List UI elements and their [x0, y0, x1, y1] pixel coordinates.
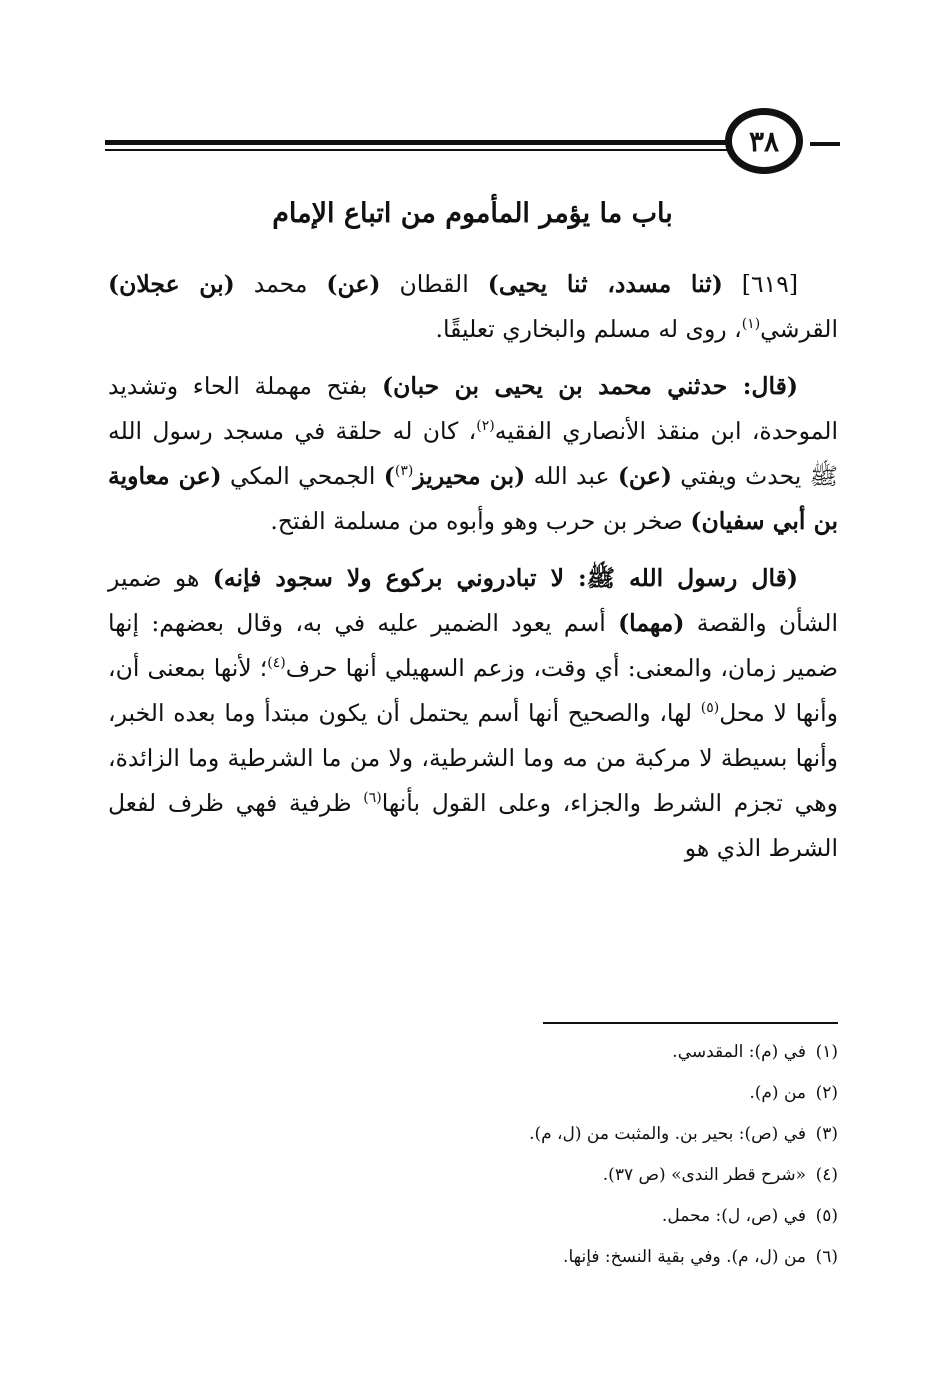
commentary-text: ، كان له حلقة في مسجد رسول الله ﷺ يحدث ويفتي	[108, 417, 839, 490]
commentary-text: القرشي	[760, 315, 838, 343]
footnote-ref: (٦)	[363, 790, 382, 807]
footnote-item	[108, 1196, 838, 1237]
commentary-text: محمد	[234, 270, 327, 298]
matn-text: (عن معاوية بن أبي سفيان)	[108, 462, 838, 535]
matn-text: (بن محيريز	[413, 462, 526, 490]
matn-text: (عن)	[326, 270, 381, 298]
commentary-text: عبد الله	[525, 462, 618, 490]
footnote-text: في (ص): بحير بن. والمثبت من (ل، م).	[529, 1124, 806, 1144]
footnote-number: (٥)	[815, 1206, 838, 1226]
footnote-text: في (م): المقدسي.	[672, 1042, 806, 1062]
footnote-text: من (م).	[749, 1083, 806, 1103]
matn-text: (ثنا مسدد، ثنا يحيى)	[487, 270, 723, 298]
footnote-number: (٢)	[815, 1083, 838, 1103]
footnote-text: من (ل، م). وفي بقية النسخ: فإنها.	[563, 1247, 806, 1267]
footnotes	[108, 1032, 838, 1278]
header-rule-thick	[105, 140, 730, 145]
footnote-ref: (٥)	[700, 700, 720, 717]
footnote-number: (٤)	[815, 1165, 838, 1185]
footnote-item	[108, 1237, 838, 1278]
footnote-number: (١)	[815, 1042, 838, 1062]
matn-text: (قال رسول الله ﷺ: لا تبادروني بركوع ولا سجود فإنه)	[212, 564, 798, 592]
footnote-ref: (١)	[741, 316, 761, 333]
hadith-number: [٦١٩]	[722, 270, 798, 298]
commentary-text: صخر بن حرب وهو وأبوه من مسلمة الفتح.	[270, 507, 691, 535]
commentary-text: هو ضمير الشأن والقصة	[108, 564, 838, 637]
commentary-text: القطان	[380, 270, 488, 298]
footnote-separator	[543, 1022, 838, 1024]
main-text	[108, 262, 838, 883]
paragraph-2	[108, 364, 838, 544]
paragraph-1	[108, 262, 838, 352]
chapter-title: باب ما يؤمر المأموم من اتباع الإمام	[272, 198, 673, 229]
matn-text: (قال: حدثني محمد بن يحيى بن حبان)	[382, 372, 798, 400]
matn-text: (مهما)	[618, 609, 685, 637]
page-header	[105, 102, 840, 192]
footnote-number: (٣)	[815, 1124, 838, 1144]
matn-text: (عن)	[617, 462, 672, 490]
footnote-item	[108, 1155, 838, 1196]
commentary-text: لها، والصحيح أنها أسم يحتمل أن يكون مبتدأ وما بعده الخبر، وأنها بسيطة لا مركبة من مه وما الشرطية، ولا من ما الشرطية وما الزائدة، وهي تجزم الشرط والجزاء، وعلى القول بأنها	[108, 699, 839, 817]
footnote-ref: (٤)	[267, 655, 286, 672]
footnote-ref: (٣)	[394, 463, 414, 480]
footnote-item	[108, 1114, 838, 1155]
header-rule-thin	[105, 149, 730, 151]
footnote-number: (٦)	[815, 1247, 838, 1267]
commentary-text: الجمحي المكي	[221, 462, 384, 490]
matn-text: )	[383, 462, 395, 490]
commentary-text: ظرفية فهي ظرف لفعل الشرط الذي هو	[108, 789, 838, 862]
paragraph-3	[108, 556, 838, 871]
commentary-text: أسم يعود الضمير عليه في به، وقال بعضهم: إنها ضمير زمان، والمعنى: أي وقت، وزعم السهيلي أنها حرف	[108, 609, 838, 682]
commentary-text: بفتح مهملة الحاء وتشديد الموحدة، ابن منقذ الأنصاري الفقيه	[108, 372, 839, 445]
commentary-text: ، روى له مسلم والبخاري تعليقًا.	[435, 315, 742, 343]
footnote-ref: (٢)	[476, 418, 495, 435]
commentary-text: ؛ لأنها بمعنى أن، وأنها لا محل	[108, 654, 838, 727]
footnote-text: «شرح قطر الندى» (ص ٣٧).	[602, 1165, 806, 1185]
footnote-item	[108, 1032, 838, 1073]
header-rule-right	[810, 142, 840, 146]
matn-text: (بن عجلان)	[108, 270, 235, 298]
page-number: ٣٨	[725, 108, 803, 174]
footnote-item	[108, 1073, 838, 1114]
footnote-text: في (ص، ل): محمل.	[661, 1206, 806, 1226]
